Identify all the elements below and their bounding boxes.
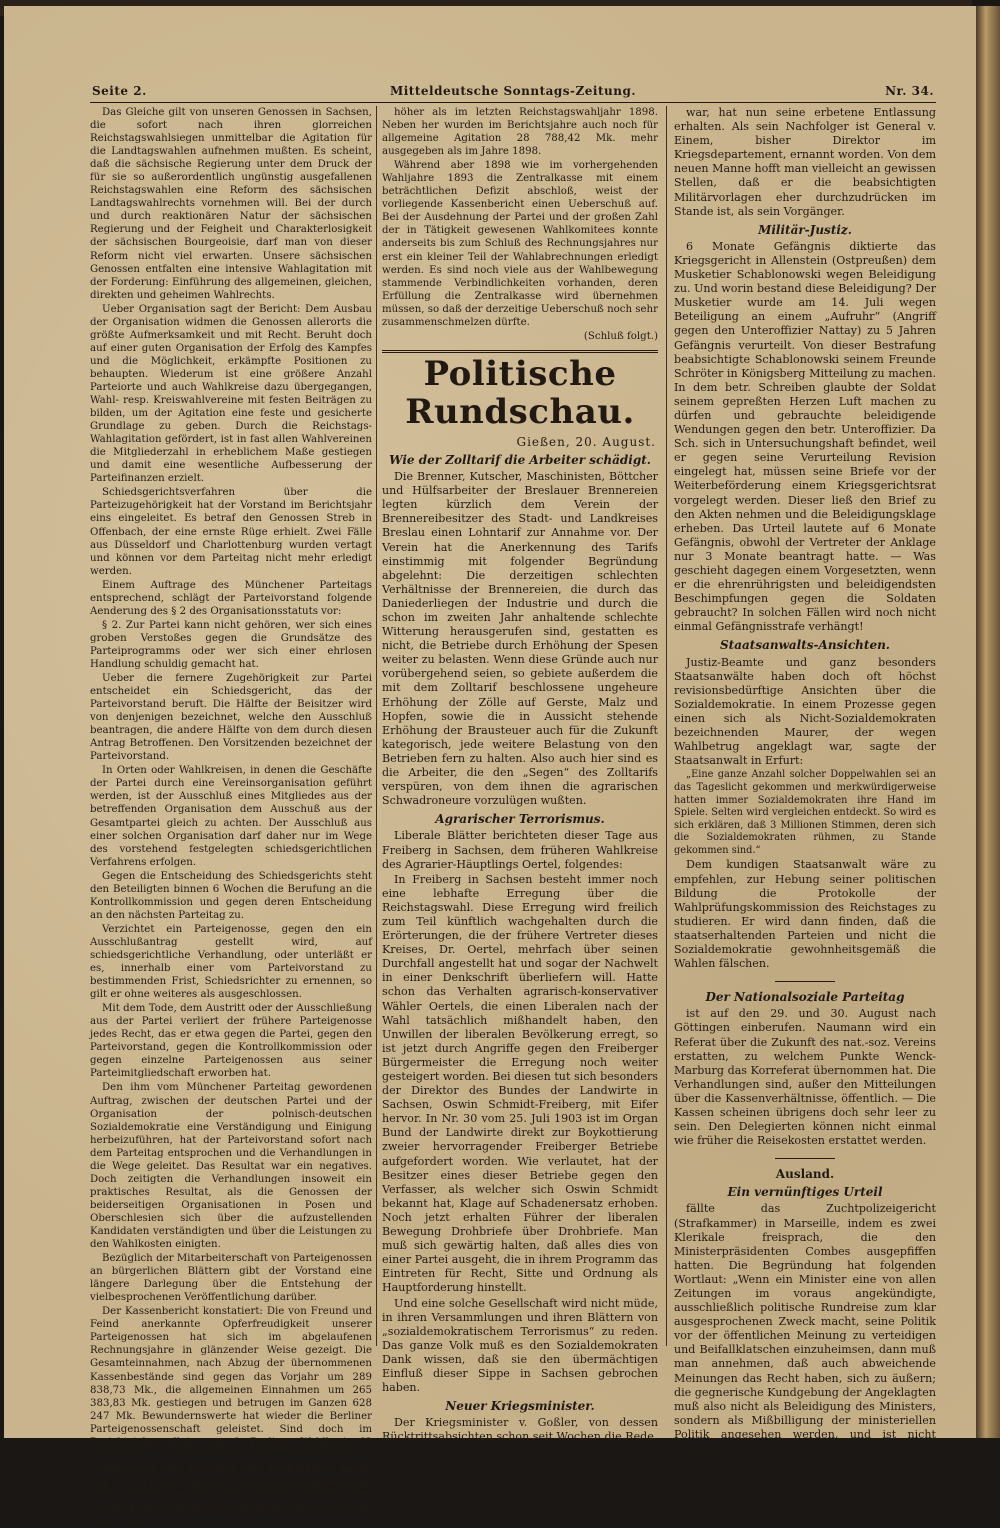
paragraph: Das Gleiche gilt von unseren Genossen in Sachsen, die sofort nach ihren glorreichen Reichstagswahlsiegen unmittelbar die Agitation für die Landtagswahlen aufnehmen mußten. Es scheint, daß die sächsische Regierung unter dem Druck der für sie so außerordentlich ungünstig ausgefallenen Reichstagswahlen eine Reform des sächsischen Landtagswahlrechts vornehmen will. Bei der durch und durch reaktionären Natur der sächsischen Regierung und der Feigheit und Charakterlosigkeit der sächsischen Bourgeoisie, darf man von dieser Reform nicht viel erwarten. Unsere sächsischen Genossen entfalten eine intensive Wahlagitation mit der Forderung: Einführung des allgemeinen, gleichen, direkten und geheimen Wahlrechts. xyxy=(90,107,372,301)
paragraph: Justiz-Beamte und ganz besonders Staatsanwälte haben doch oft höchst revisionsbedürftige Ansichten über die Sozialdemokratie. In einem Prozesse gegen einen sich als Nicht-Sozialdemokraten bezeichnenden Maurer, der wegen Wahlbetrug angeklagt war, sagte der Staatsanwalt in Erfurt: xyxy=(674,655,936,768)
paragraph: Aber auch die Ausgaben der Zentralkasse haben mit 554 211,88 Mk. eine noch nicht dagewesene Höhe erreicht. Obenan stehen natürlich die Ausgaben für die Kosten der Reichstagswahlen. Sie sind um 68 840,35 Mk xyxy=(90,1463,372,1528)
article-heading: Der Nationalsoziale Parteitag xyxy=(705,990,905,1005)
paragraph: ist auf den 29. und 30. August nach Göttingen einberufen. Naumann wird ein Referat über die Zukunft des nat.-soz. Vereins erstatten, zu welchem Punkte Wenck-Marburg das Korreferat übernommen hat. Die Verhandlungen sind, außer den Mitteilungen über die Kassenverhältnisse, öffentlich. — Die Kassen scheinen übrigens doch sehr leer zu sein. Den Delegierten können nicht einmal wie früher die Reisekosten erstattet werden. xyxy=(674,1007,936,1148)
paragraph: Liberale Blätter berichteten dieser Tage aus Freiberg in Sachsen, dem früheren Wahlkreise des Agrarier-Häuptlings Oertel, folgendes: xyxy=(382,829,658,871)
article-heading: Staatsanwalts-Ansichten. xyxy=(720,638,890,653)
paragraph: Einem Auftrage des Münchener Parteitags entsprechend, schlägt der Parteivorstand folgende Aenderung des § 2 des Organisationsstatuts vor: xyxy=(90,579,372,617)
newspaper-title: Mitteldeutsche Sonntags-Zeitung. xyxy=(389,84,637,98)
article-heading: Agrarischer Terrorismus. xyxy=(435,812,605,827)
paragraph: § 2. Zur Partei kann nicht gehören, wer sich eines groben Verstoßes gegen die Grundsätze des Parteiprogramms oder wer sich einer ehrlosen Handlung schuldig gemacht hat. xyxy=(90,619,372,670)
paragraph: Gegen die Entscheidung des Schiedsgerichts steht den Beteiligten binnen 6 Wochen die Berufung an die Kontrollkommission und gegen deren Entscheidung an den nächsten Parteitag zu. xyxy=(90,870,372,921)
article-heading: Wie der Zolltarif die Arbeiter schädigt. xyxy=(389,452,651,467)
section-title: Politische Rundschau. xyxy=(405,353,635,432)
dateline: Gießen, 20. August. xyxy=(516,434,656,449)
page-header xyxy=(92,84,934,100)
column-rule xyxy=(666,106,667,1346)
quotation: „Eine ganze Anzahl solcher Doppelwahlen sei an das Tageslicht gekommen und merkwürdigerweise hatten immer Sozialdemokraten ihre Hand im Spiele. Selten wird vergleichen entdeckt. So wird es sich erklären, daß 3 Millionen Stimmen, deren sich die Sozialdemokraten rühmen, zu Stande gekommen sind.“ xyxy=(674,769,936,856)
newspaper-page xyxy=(4,6,976,1528)
paragraph: Verzichtet ein Parteigenosse, gegen den ein Ausschlußantrag gestellt wird, auf schiedsgerichtliche Verhandlung, oder unterläßt er es, innerhalb einer vom Parteivorstand zu bestimmenden Frist, Schiedsrichter zu ernennen, so gilt er ohne weiteres als ausgeschlossen. xyxy=(90,923,372,1001)
section-divider xyxy=(775,1158,835,1159)
paragraph: Den ihm vom Münchener Parteitag gewordenen Auftrag, zwischen der deutschen Partei und der Organisation der polnisch-deutschen Sozialdemokratie eine Verständigung und Einigung herbeizuführen, hat der Parteivorstand sofort nach dem Parteitag entsprochen und die Verhandlungen in die Wege geleitet. Das Resultat war ein negatives. Doch zeitigten die Verhandlungen insoweit ein praktisches Resultat, als die Genossen der beiderseitigen Organisationen in Posen und Oberschlesien sich über die aufzustellenden Kandidaten verständigten und über die Leistungen zu den Wahlkosten einigten. xyxy=(90,1082,372,1251)
paragraph: Bezüglich der Mitarbeiterschaft von Parteigenossen an bürgerlichen Blättern gibt der Vorstand eine längere Darlegung über die Entstehung der vielbesprochenen Veröffentlichung darüber. xyxy=(90,1253,372,1304)
paragraph: fällte das Zuchtpolizeigericht (Strafkammer) in Marseille, indem es zwei Klerikale freisprach, die den Ministerpräsidenten Combes ausgepfiffen hatten. Die Begründung hat folgenden Wortlaut: „Wenn ein Minister eine von allen Zeitungen im voraus angekündigte, ausschließlich politische Rundreise zum klar ausgesprochenen Zweck macht, seine Politik vor der öffentlichen Meinung zu verteidigen und Beifallklatschen einzuheimsen, dann muß man annehmen, daß auch abweichende Meinungen das Recht haben, sich zu äußern; die gegnerische Kundgebung der Angeklagten muß also nicht als Beleidigung des Ministers, sondern als Mißbilligung der ministeriellen Politik angesehen werden, und ist nicht strafbar.“ xyxy=(674,1202,936,1456)
section-header-box xyxy=(382,350,658,431)
page-number: Seite 2. xyxy=(92,84,147,98)
paragraph: Während aber 1898 wie im vorhergehenden Wahljahre 1893 die Zentralkasse mit einem beträchtlichen Defizit abschloß, weist der vorliegende Kassenbericht einen Ueberschuß auf. Bei der Ausdehnung der Partei und der großen Zahl der in Tätigkeit gewesenen Wahlkomitees konnte anderseits bis zum Schluß des Rechnungsjahres nur erst ein kleiner Teil der Wahlabrechnungen erledigt werden. Es sind noch viele aus der Wahlbewegung stammende Verbindlichkeiten vorhanden, deren Erfüllung die Zentralkasse wird übernehmen müssen, so daß der derzeitige Ueberschuß noch sehr zusammenschmelzen dürfte. xyxy=(382,160,658,328)
column-rule xyxy=(376,106,377,1346)
column-1 xyxy=(90,106,372,1528)
paragraph: Der Kriegsminister v. Goßler, von dessen Rücktrittsabsichten schon seit Wochen die Rede xyxy=(382,1416,658,1444)
paragraph: Die Brenner, Kutscher, Maschinisten, Böttcher und Hülfsarbeiter der Breslauer Brennereien legten kürzlich dem Verein der Brennereibesitzer des Stadt- und Landkreises Breslau einen Lohntarif zur Annahme vor. Der Verein hat die Anerkennung des Tarifs einstimmig mit folgender Begründung abgelehnt: Die derzeitigen schlechten Verhältnisse der Brennereien, die durch das Daniederliegen der Industrie und durch die schon im zweiten Jahr anhaltende schlechte Witterung herausgerufen sind, gestatten es nicht, die Betriebe durch Erhöhung der Spesen weiter zu belasten. Wenn diese Gründe auch nur vorübergehend seien, so gebiete außerdem die mit dem Zolltarif beschlossene ungeheure Erhöhung der Zölle auf Gerste, Malz und Hopfen, sowie die in Aussicht stehende Erhöhung der Brausteuer auch für die Zukunft kategorisch, jede weitere Belastung von den Betrieben fern zu halten. Also auch hier sind es die Arbeiter, die den „Segen“ des Zolltarifs verspüren, von dem ihnen die agrarischen Schwadroneure vorzulügen wußten. xyxy=(382,470,658,808)
continuation-note: (Schluß folgt.) xyxy=(583,330,658,342)
paragraph: Mit dem Tode, dem Austritt oder der Ausschließung aus der Partei verliert der frühere Parteigenosse jedes Recht, das er etwa gegen die Partei, gegen den Parteivorstand, gegen die Kontrollkommission oder gegen einzelne Parteigenossen aus seiner Parteimitgliedschaft erworben hat. xyxy=(90,1003,372,1080)
article-heading: Neuer Kriegsminister. xyxy=(445,1399,595,1414)
page-edge xyxy=(976,6,1000,1438)
column-3 xyxy=(674,106,936,1456)
article-heading: Ein vernünftiges Urteil xyxy=(727,1185,883,1200)
paragraph: In Freiberg in Sachsen besteht immer noch eine lebhafte Erregung über die Reichstagswahl. Diese Erregung wird freilich zum Teil künftlich wachgehalten durch die Erörterungen, die der frühere Vertreter dieses Kreises, Dr. Oertel, mehrfach über seinen Durchfall angestellt hat und sogar der Nachwelt in einer Denkschrift überliefern will. Hatte schon das Verhalten agrarisch-konservativer Wähler Oertels, die einen Liberalen nach der Wahl tatsächlich mißhandelt haben, den Unwillen der liberalen Bevölkerung erregt, so ist jetzt durch Angriffe gegen den Freiberger Bürgermeister die Erregung noch weiter gesteigert worden. Bei diesen tut sich besonders der Direktor des Bundes der Landwirte in Sachsen, Oswin Schmidt-Freiberg, mit Eifer hervor. In Nr. 30 vom 25. Juli 1903 ist im Organ Bund der Landwirte direkt zur Boykottierung zweier hervorragender Freiberger Betriebe aufgefordert worden. Wie verlautet, hat der Besitzer eines dieser Betriebe gegen den Verfasser, als welcher sich Oswin Schmidt bekannt hat, Klage auf Schadenersatz erhoben. Noch jetzt erhalten Führer der liberalen Bewegung Drohbriefe über Drohbriefe. Man muß sich gewärtig halten, daß alles dies von einer Partei ausgeht, die in ihrem Programm das Eintreten für Recht, Sitte und Ordnung als Hauptforderung hinstellt. xyxy=(382,872,658,1295)
paragraph: Dem kundigen Staatsanwalt wäre zu empfehlen, zur Hebung seiner politischen Bildung die Protokolle der Wahlprüfungskommission des Reichstages zu studieren. Er wird dann finden, daß die staatserhaltenden Parteien und nicht die Sozialdemokratie gewohnheitsgemäß die Wahlen fälschen. xyxy=(674,858,936,971)
section-divider xyxy=(775,981,835,982)
article-heading: Militär-Justiz. xyxy=(758,222,852,237)
column-2 xyxy=(382,106,658,1444)
paragraph: höher als im letzten Reichstagswahljahr 1898. Neben her wurden im Berichtsjahre auch noch für allgemeine Agitation 28 788,42 Mk. mehr ausgegeben als im Jahre 1898. xyxy=(382,107,658,158)
paragraph: In Orten oder Wahlkreisen, in denen die Geschäfte der Partei durch eine Vereinsorganisation geführt werden, ist der Ausschluß eines Mitgliedes aus der betreffenden Organisation dem Ausschuß aus der Gesamtpartei gleich zu achten. Der Ausschluß aus einer solchen Organisation darf daher nur im Wege des vorstehend festgelegten schiedsgerichtlichen Verfahrens erfolgen. xyxy=(90,765,372,868)
header-rule xyxy=(90,102,936,103)
issue-number: Nr. 34. xyxy=(885,84,934,98)
paragraph: Und eine solche Gesellschaft wird nicht müde, in ihren Versammlungen und ihren Blättern von „sozialdemokratischem Terrorismus“ zu reden. Das ganze Volk muß es den Sozialdemokraten Dank wissen, daß sie den übermächtigen Einfluß dieser Sippe in Sachsen gebrochen haben. xyxy=(382,1296,658,1395)
paragraph: Ueber die fernere Zugehörigkeit zur Partei entscheidet ein Schiedsgericht, das der Parteivorstand beruft. Die Hälfte der Beisitzer wird von denjenigen bezeichnet, welche den Ausschluß beantragen, die andere Hälfte von dem durch diesen Antrag Betroffenen. Den Vorsitzenden bezeichnet der Parteivorstand. xyxy=(90,673,372,763)
paragraph: 6 Monate Gefängnis diktierte das Kriegsgericht in Allenstein (Ostpreußen) dem Musketier Schablonowski wegen Beleidigung zu. Und worin bestand diese Beleidigung? Der Musketier wurde am 14. Juli wegen Beteiligung an einem „Aufruhr“ (Angriff gegen den Unteroffizier Nattay) zu 5 Jahren Gefängnis verurteilt. Von dieser Bestrafung beabsichtigte Schablonowski seinem Freunde Schröter in Königsberg Mitteilung zu machen. In dem betr. Schreiben glaubte der Soldat seinem gepreßten Herzen Luft machen zu dürfen und gebrauchte beleidigende Wendungen gegen den betr. Unteroffizier. Da Sch. sich in Untersuchungshaft befindet, weil er gegen seine Verurteilung Revision eingelegt hat, müssen seine Briefe vor der Weiterbeförderung einem Kriegsgerichtsrat vorgelegt werden. Dieser ließ den Brief zu den Akten nehmen und die Beleidigungsklage erheben. Das Urteil lautete auf 6 Monate Gefängnis, obwohl der Vertreter der Anklage nur 3 Monate beantragt hatte. — Was geschieht dagegen einem Vorgesetzten, wenn er die ehrenrührigsten und beleidigendsten Beschimpfungen gegen die Soldaten gebraucht? In solchen Fällen wird noch nicht einmal Gefängnisstrafe verhängt! xyxy=(674,239,936,634)
paragraph: Ueber Organisation sagt der Bericht: Dem Ausbau der Organisation widmen die Genossen allerorts die größte Aufmerksamkeit und mit Recht. Beruht doch auf einer guten Organisation der Erfolg des Kampfes und die Möglichkeit, erkämpfte Positionen zu behaupten. Wiederum ist eine größere Anzahl Parteiorte und auch Wahlkreise dazu übergegangen, Wahl- resp. Kreiswahlvereine mit festen Beiträgen zu bilden, um der Agitation eine feste und gesicherte Grundlage zu geben. Durch die Reichstags-Wahlagitation gefördert, ist in fast allen Wahlvereinen die Mitgliederzahl in erheblichem Maße gestiegen und damit eine wesentliche Aufbesserung der Parteifinanzen erzielt. xyxy=(90,303,372,485)
paragraph: Schiedsgerichtsverfahren über die Parteizugehörigkeit hat der Vorstand im Berichtsjahr eins eingeleitet. Es betraf den Genossen Streb in Offenbach, der eine ernste Rüge erhielt. Zwei Fälle aus Düsseldorf und Charlottenburg wurden vertagt und können vor dem Parteitag nicht mehr erledigt werden. xyxy=(90,487,372,577)
paragraph: war, hat nun seine erbetene Entlassung erhalten. Als sein Nachfolger ist General v. Einem, bisher Direktor im Kriegsdepartement, ernannt worden. Von dem neuen Manne hofft man vielleicht an gewissen Stellen, daß er die beabsichtigten Militärvorlagen eher durchzudrücken im Stande ist, als sein Vorgänger. xyxy=(674,106,936,218)
section-heading: Ausland. xyxy=(775,1167,835,1182)
paragraph: Der Kassenbericht konstatiert: Die von Freund und Feind anerkannte Opferfreudigkeit unserer Parteigenossen hat sich im abgelaufenen Rechnungsjahre in glänzender Weise gezeigt. Die Gesamteinnahmen, nach Abzug der übernommenen Kassenbestände sind gegen das Vorjahr um 289 838,73 Mk., die allgemeinen Einnahmen um 265 383,83 Mk. gestiegen und betrugen im Ganzen 628 247 Mk. Bewundernswerte hat wieder die Berliner Parteigenossenschaft geleistet. Sind doch im Berichtsjahre allein vom 6. Berliner Wahlkreis 63 259,16 Mk. an die Zentralkasse abgeführt worden. xyxy=(90,1306,372,1461)
